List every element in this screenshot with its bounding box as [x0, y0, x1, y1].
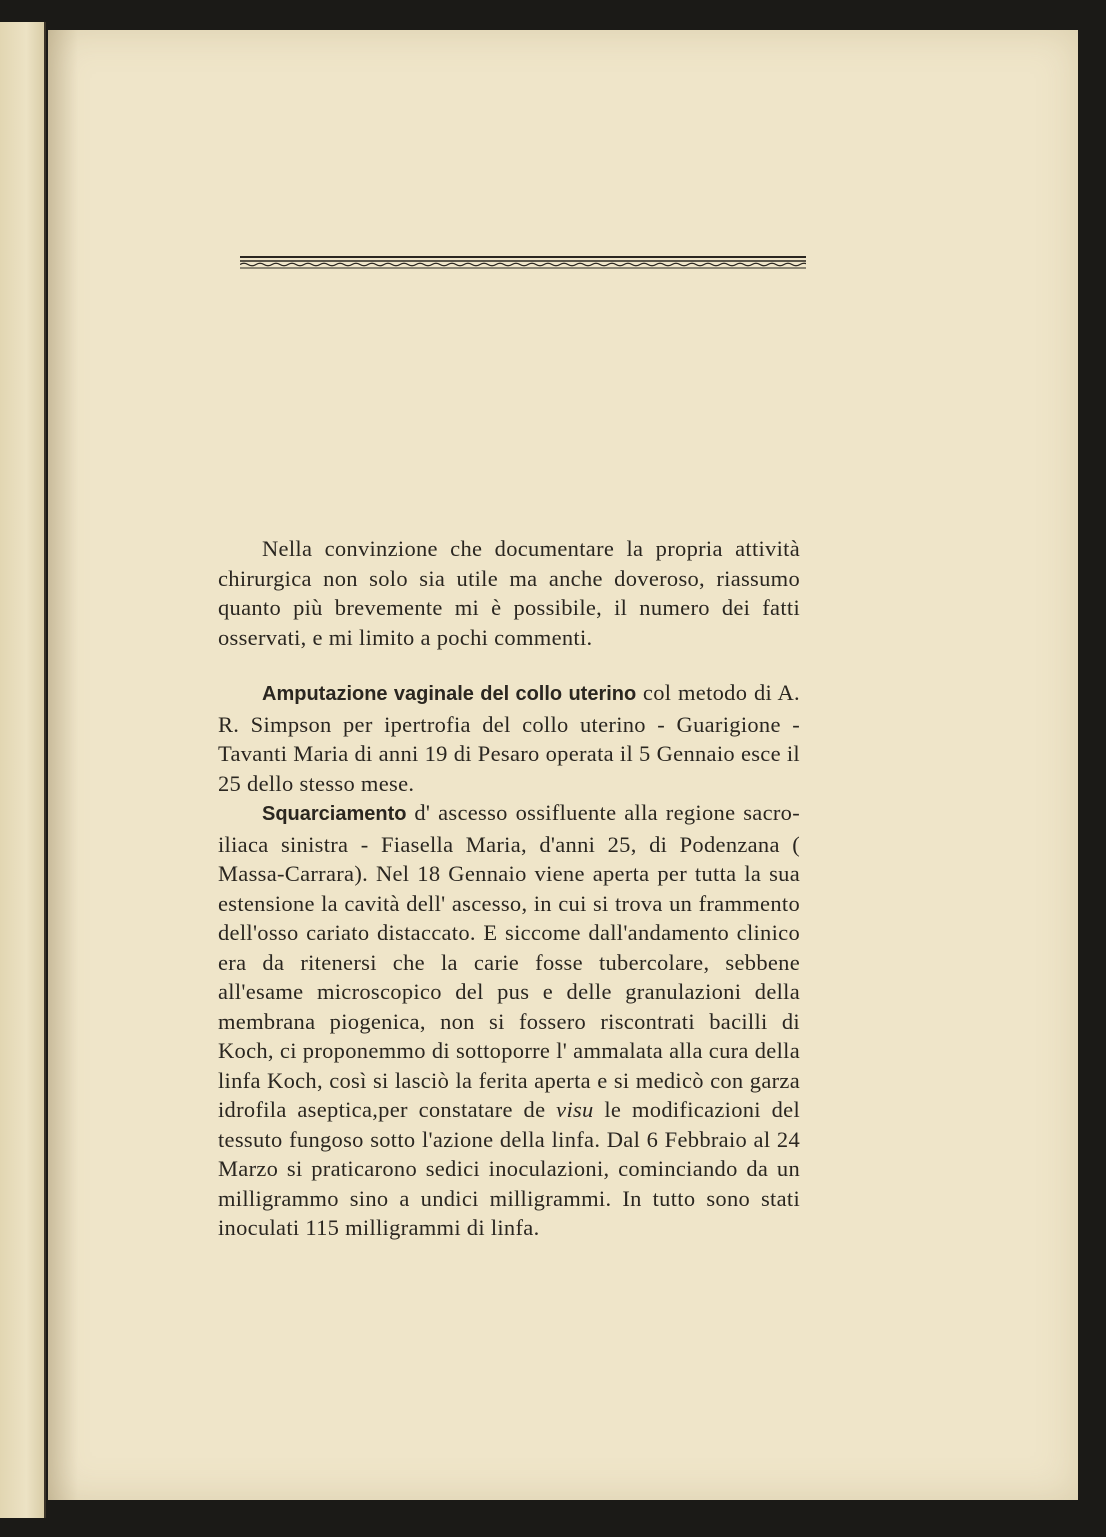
left-page-edge [0, 22, 46, 1518]
intro-paragraph: Nella convinzione che documentare la propria attività chirurgica non solo sia utile ma anche doveroso, riassumo quanto più brevemente mi è possibile, il numero dei fatti osservati, e mi limito a pochi commenti. [218, 536, 800, 650]
entry-heading: Amputazione vaginale del collo uterino [262, 683, 637, 705]
spine-shadow [48, 30, 78, 1500]
ornamental-divider-icon [240, 255, 806, 271]
entry-heading: Squarciamento [262, 803, 407, 825]
entry-text-continued: le modificazioni del tessuto fungoso sotto l'azione della linfa. Dal 6 Febbraio al 24 Marzo si praticarono sedici inoculazioni, cominciando da un milligrammo sino a undici milligrammi. In tutto sono stati inoculati 115 milligrammi di linfa. [218, 1097, 800, 1240]
document-page [48, 30, 1078, 1500]
entry-text: d' ascesso ossifluente alla regione sacro-iliaca sinistra - Fiasella Maria, d'anni 25, di Podenzana ( Massa-Carrara). Nel 18 Gennaio viene aperta per tutta la sua estensione la cavità dell' ascesso, in cui si trova un frammento dell'osso cariato distaccato. E siccome dall'andamento clinico era da ritenersi che la carie fosse tubercolare, sebbene all'esame microscopico del pus e delle granulazioni della membrana piogenica, non si fossero riscontrati bacilli di Koch, ci proponemmo di sottoporre l' ammalata alla cura della linfa Koch, così si lasciò la ferita aperta e si medicò con garza idrofila aseptica,per constatare de [218, 800, 800, 1122]
entry-text: col metodo di A. R. Simpson per ipertrofia del collo uterino - Guarigione - Tavanti Maria di anni 19 di Pesaro operata il 5 Gennaio esce il 25 dello stesso mese. [218, 680, 800, 796]
entry-paragraph [218, 798, 800, 1243]
italic-term: visu [556, 1097, 594, 1122]
body-text [218, 534, 800, 1243]
entry-paragraph [218, 678, 800, 798]
decorative-rule [240, 255, 806, 271]
